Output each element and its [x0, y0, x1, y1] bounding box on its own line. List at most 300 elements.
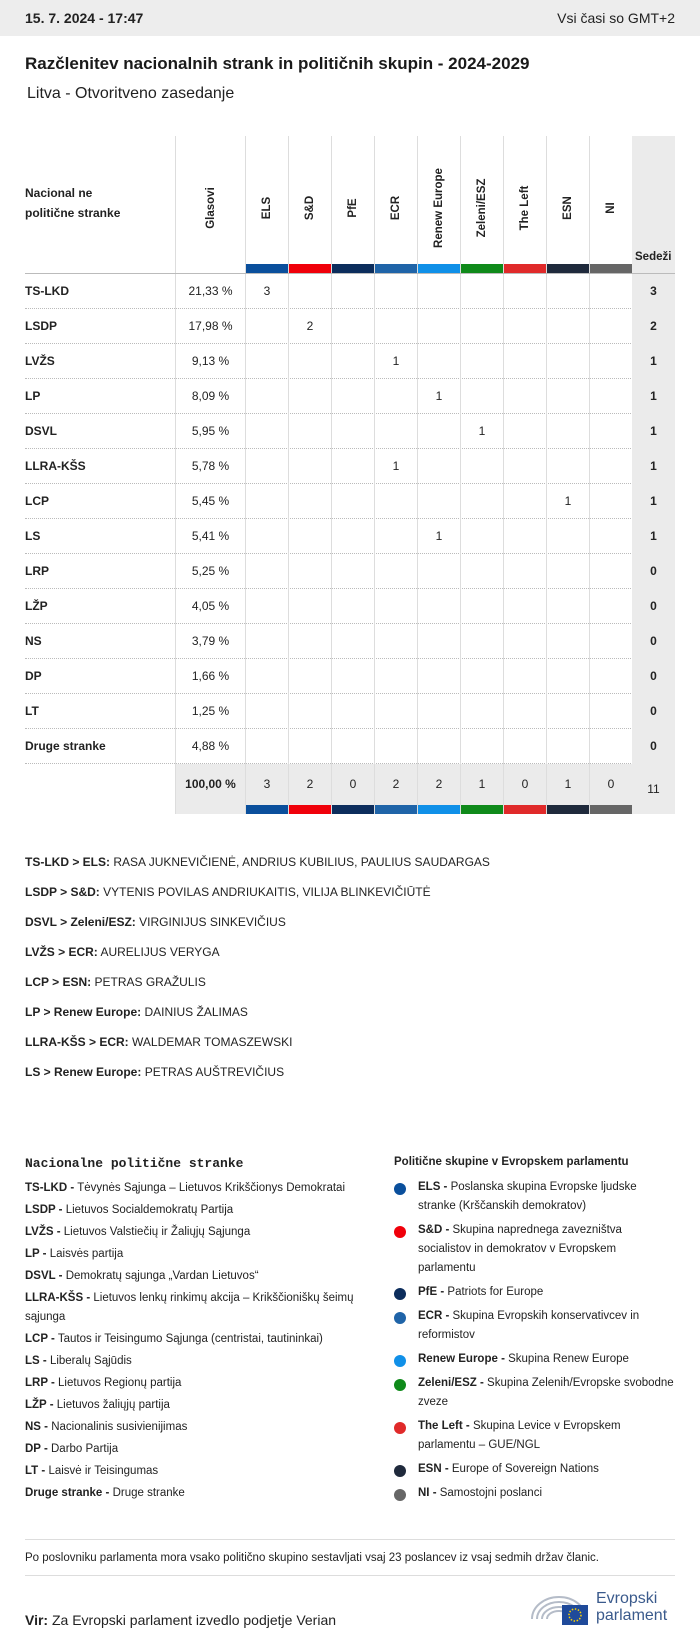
seat-cell [245, 379, 288, 414]
group-total: 2 [374, 764, 417, 814]
seat-cell [288, 414, 331, 449]
legend-party-abbr: NS - [25, 1421, 48, 1433]
group-color-dot-icon [394, 1379, 406, 1391]
legend-party-item [25, 1201, 375, 1220]
legend-party-item [25, 1418, 375, 1437]
page-title: Razčlenitev nacionalnih strank in političnih skupin - 2024-2029 [25, 54, 530, 73]
seat-cell [589, 449, 632, 484]
mep-party-group: LP > Renew Europe: [25, 1005, 142, 1019]
group-header-label: PfE [347, 198, 359, 218]
logo-line: Evropski [596, 1590, 658, 1607]
seat-cell [331, 729, 374, 764]
legend-party-item [25, 1462, 375, 1481]
legend-party-name: Lietuvos lenkų rinkimų akcija – Krikščioniškų šeimų sąjunga [25, 1292, 354, 1323]
seat-cell [460, 589, 503, 624]
seat-cell [503, 379, 546, 414]
mep-entry [25, 1065, 675, 1095]
seat-cell [503, 344, 546, 379]
seat-cell [589, 694, 632, 729]
mep-names: WALDEMAR TOMASZEWSKI [132, 1035, 293, 1049]
seat-cell [417, 414, 460, 449]
seat-cell [546, 729, 589, 764]
legend-party-name: Demokratų sąjunga „Vardan Lietuvos“ [65, 1270, 259, 1282]
legend-group-abbr: Renew Europe - [418, 1353, 505, 1365]
seat-cell [331, 344, 374, 379]
legend-party-abbr: LCP - [25, 1333, 55, 1345]
mep-party-group: LVŽS > ECR: [25, 945, 98, 959]
source-text: Za Evropski parlament izvedlo podjetje Verian [51, 1612, 337, 1628]
table-row [25, 694, 675, 729]
seat-cell [374, 484, 417, 519]
seat-cell [460, 694, 503, 729]
national-parties-legend-title: Nacionalne politične stranke [25, 1156, 244, 1171]
legend-party-name: Liberalų Sąjūdis [49, 1355, 132, 1367]
seat-cell [288, 554, 331, 589]
logo-line: parlament [596, 1607, 668, 1624]
seat-cell [374, 624, 417, 659]
seat-cell [331, 659, 374, 694]
seat-cell [503, 554, 546, 589]
seats-column-header [632, 136, 675, 273]
seat-cell [374, 659, 417, 694]
legend-party-item [25, 1267, 375, 1286]
group-color-bar [461, 805, 503, 814]
legend-party-abbr: LSDP - [25, 1204, 63, 1216]
seat-cell [417, 484, 460, 519]
legend-party-name: Lietuvos žaliųjų partija [56, 1399, 170, 1411]
table-row [25, 309, 675, 344]
party-name: TS-LKD [25, 284, 69, 298]
group-header-label: Zeleni/ESZ [476, 178, 488, 238]
seat-cell [546, 309, 589, 344]
seat-cell [546, 554, 589, 589]
legend-group-abbr: ELS - [418, 1181, 448, 1193]
vote-share: 4,05 % [175, 589, 245, 624]
vote-share: 21,33 % [175, 274, 245, 309]
seat-cell [589, 519, 632, 554]
group-total: 1 [460, 764, 503, 814]
legend-party-item [25, 1289, 375, 1327]
seat-cell [374, 694, 417, 729]
seat-cell [460, 309, 503, 344]
legend-party-abbr: LP - [25, 1248, 47, 1260]
seat-cell [331, 309, 374, 344]
votes-column-header [175, 136, 245, 273]
seat-cell [503, 624, 546, 659]
legend-group-abbr: NI - [418, 1487, 437, 1499]
party-name: DP [25, 669, 42, 683]
mep-names: VIRGINIJUS SINKEVIČIUS [139, 915, 286, 929]
seat-cell [288, 624, 331, 659]
mep-names: DAINIUS ŽALIMAS [144, 1005, 248, 1019]
seat-cell [288, 694, 331, 729]
group-color-bar [332, 805, 374, 814]
group-total: 1 [546, 764, 589, 814]
seat-cell [546, 519, 589, 554]
legend-group-name: Patriots for Europe [447, 1286, 544, 1298]
table-row [25, 659, 675, 694]
mep-names: RASA JUKNEVIČIENĖ, ANDRIUS KUBILIUS, PAULIUS SAUDARGAS [113, 855, 490, 869]
seat-cell [503, 274, 546, 309]
group-header-label: Renew Europe [433, 168, 445, 248]
legend-party-abbr: LVŽS - [25, 1226, 61, 1238]
group-color-bar [547, 805, 589, 814]
legend-group-item [394, 1221, 674, 1278]
group-column-header [245, 136, 288, 273]
seat-cell [546, 414, 589, 449]
seat-cell [331, 589, 374, 624]
legend-party-name: Druge stranke [112, 1487, 185, 1499]
seat-cell [546, 694, 589, 729]
seat-cell [460, 554, 503, 589]
votes-header-label: Glasovi [204, 187, 217, 229]
legend-party-name: Tėvynės Sąjunga – Lietuvos Krikščionys Demokratai [77, 1182, 346, 1194]
legend-group-name: Poslanska skupina Evropske ljudske stranke (Krščanskih demokratov) [418, 1181, 637, 1212]
seat-total: 0 [632, 729, 675, 764]
legend-party-abbr: LT - [25, 1465, 46, 1477]
seat-cell [331, 519, 374, 554]
seat-cell [589, 414, 632, 449]
seat-total: 0 [632, 624, 675, 659]
seat-cell [331, 624, 374, 659]
seat-total: 2 [632, 309, 675, 344]
seat-cell [245, 309, 288, 344]
seat-cell [245, 344, 288, 379]
legend-group-item [394, 1460, 674, 1479]
party-name: LŽP [25, 599, 48, 613]
table-row [25, 554, 675, 589]
table-row [25, 484, 675, 519]
group-color-dot-icon [394, 1465, 406, 1477]
group-color-bar [590, 805, 632, 814]
seat-cell: 1 [374, 344, 417, 379]
mep-party-group: LLRA-KŠS > ECR: [25, 1035, 129, 1049]
legend-party-item [25, 1179, 375, 1198]
legend-party-name: Lietuvos Regionų partija [58, 1377, 182, 1389]
group-column-header [417, 136, 460, 273]
mep-entry [25, 975, 675, 1005]
table-row [25, 729, 675, 764]
total-seats: 11 [632, 764, 675, 814]
seat-cell [245, 519, 288, 554]
group-color-bar [504, 264, 546, 273]
seat-cell [374, 589, 417, 624]
seat-cell [546, 379, 589, 414]
mep-names: PETRAS AUŠTREVIČIUS [144, 1065, 285, 1079]
seat-cell [546, 589, 589, 624]
legend-group-item [394, 1307, 674, 1345]
seat-cell [245, 694, 288, 729]
vote-share: 5,95 % [175, 414, 245, 449]
seat-cell [417, 449, 460, 484]
timezone-note: Vsi časi so GMT+2 [557, 10, 675, 26]
seat-cell [374, 379, 417, 414]
source-label: Vir: [25, 1612, 49, 1628]
group-total: 2 [417, 764, 460, 814]
logo-text [596, 1590, 667, 1624]
seat-cell [331, 554, 374, 589]
seat-cell [245, 449, 288, 484]
vote-share: 17,98 % [175, 309, 245, 344]
party-name: LT [25, 704, 39, 718]
total-votes: 100,00 % [175, 764, 245, 814]
legend-group-item [394, 1417, 674, 1455]
party-name: Druge stranke [25, 739, 106, 753]
mep-entry [25, 885, 675, 915]
seat-total: 1 [632, 519, 675, 554]
seat-cell [503, 519, 546, 554]
seat-cell [460, 484, 503, 519]
seat-cell [417, 624, 460, 659]
table-row [25, 449, 675, 484]
seat-cell [374, 309, 417, 344]
mep-party-group: LCP > ESN: [25, 975, 92, 989]
group-header-label: NI [605, 202, 617, 214]
seat-cell [460, 729, 503, 764]
seat-cell: 1 [546, 484, 589, 519]
vote-share: 1,66 % [175, 659, 245, 694]
vote-share: 5,78 % [175, 449, 245, 484]
group-column-header [374, 136, 417, 273]
seat-cell [288, 589, 331, 624]
divider [25, 1539, 675, 1540]
seat-cell [374, 729, 417, 764]
results-table [25, 136, 675, 814]
seat-total: 1 [632, 414, 675, 449]
legend-party-name: Darbo Partija [51, 1443, 119, 1455]
legend-party-item [25, 1245, 375, 1264]
party-name: DSVL [25, 424, 58, 438]
vote-share: 3,79 % [175, 624, 245, 659]
party-name: NS [25, 634, 42, 648]
seat-cell [589, 484, 632, 519]
group-color-bar [547, 264, 589, 273]
seat-cell [288, 729, 331, 764]
vote-share: 5,45 % [175, 484, 245, 519]
seat-cell [245, 484, 288, 519]
national-parties-legend [25, 1156, 375, 1506]
seat-cell [331, 484, 374, 519]
legend-party-abbr: Druge stranke - [25, 1487, 110, 1499]
group-column-header [546, 136, 589, 273]
party-column-header: Nacional ne politične stranke [25, 186, 121, 220]
seat-cell [546, 659, 589, 694]
vote-share: 5,41 % [175, 519, 245, 554]
party-name: LSDP [25, 319, 58, 333]
legend-party-item [25, 1374, 375, 1393]
seat-cell [460, 519, 503, 554]
ep-logo [528, 1587, 678, 1631]
seat-cell [245, 659, 288, 694]
legend-party-name: Laisvės partija [49, 1248, 124, 1260]
legend-party-item [25, 1396, 375, 1415]
group-column-header [331, 136, 374, 273]
group-color-dot-icon [394, 1489, 406, 1501]
seat-total: 0 [632, 659, 675, 694]
group-total: 3 [245, 764, 288, 814]
table-row [25, 519, 675, 554]
seat-cell [503, 659, 546, 694]
seat-cell [460, 344, 503, 379]
seat-cell [546, 344, 589, 379]
legend-party-item [25, 1223, 375, 1242]
legend-party-abbr: DSVL - [25, 1270, 63, 1282]
group-color-bar [246, 805, 288, 814]
group-header-label: ESN [562, 196, 574, 220]
seat-cell: 1 [460, 414, 503, 449]
seat-cell [417, 309, 460, 344]
top-bar [0, 0, 700, 36]
group-total: 0 [589, 764, 632, 814]
seat-cell [245, 624, 288, 659]
seat-cell [589, 624, 632, 659]
seat-cell [245, 554, 288, 589]
seat-cell [546, 624, 589, 659]
seats-header-label: Sedeži [635, 251, 672, 263]
seat-cell [288, 274, 331, 309]
mep-party-group: DSVL > Zeleni/ESZ: [25, 915, 136, 929]
legend-group-item [394, 1484, 674, 1503]
legend-party-item [25, 1484, 375, 1503]
mep-names: PETRAS GRAŽULIS [94, 975, 206, 989]
seat-cell [503, 694, 546, 729]
vote-share: 1,25 % [175, 694, 245, 729]
legend-party-abbr: DP - [25, 1443, 48, 1455]
group-header-label: ECR [390, 195, 402, 221]
seat-total: 1 [632, 379, 675, 414]
seat-cell: 1 [417, 519, 460, 554]
group-total: 2 [288, 764, 331, 814]
legend-party-item [25, 1440, 375, 1459]
legend-group-abbr: S&D - [418, 1224, 450, 1236]
legend-party-abbr: LRP - [25, 1377, 55, 1389]
mep-entry [25, 915, 675, 945]
party-name: LRP [25, 564, 49, 578]
legend-party-item [25, 1352, 375, 1371]
mep-list [25, 855, 675, 1095]
seat-cell [374, 274, 417, 309]
seat-cell [245, 414, 288, 449]
group-header-label: The Left [519, 185, 531, 231]
group-color-bar [375, 264, 417, 273]
seat-cell [331, 449, 374, 484]
seat-cell [288, 659, 331, 694]
seat-total: 1 [632, 484, 675, 519]
legend-group-name: Skupina Renew Europe [508, 1353, 629, 1365]
page-subtitle: Litva - Otvoritveno zasedanje [27, 85, 235, 102]
legend-party-item [25, 1330, 375, 1349]
legend-group-name: Skupina naprednega zavezništva socialistov in demokratov v Evropskem parlamentu [418, 1224, 622, 1274]
legend-party-name: Lietuvos Socialdemokratų Partija [65, 1204, 234, 1216]
legend-group-abbr: ESN - [418, 1463, 449, 1475]
seat-cell [589, 274, 632, 309]
seat-total: 0 [632, 554, 675, 589]
seat-cell [331, 414, 374, 449]
seat-cell [417, 554, 460, 589]
legend-group-abbr: Zeleni/ESZ - [418, 1377, 484, 1389]
seat-cell [503, 729, 546, 764]
political-groups-legend [394, 1156, 674, 1508]
mep-party-group: LSDP > S&D: [25, 885, 100, 899]
seat-cell [417, 274, 460, 309]
source-line [25, 1612, 336, 1628]
group-color-bar [504, 805, 546, 814]
mep-party-group: LS > Renew Europe: [25, 1065, 142, 1079]
datetime: 15. 7. 2024 - 17:47 [25, 10, 144, 26]
legend-group-name: Skupina Zelenih/Evropske svobodne zveze [418, 1377, 674, 1408]
mep-entry [25, 855, 675, 885]
group-color-dot-icon [394, 1355, 406, 1367]
vote-share: 5,25 % [175, 554, 245, 589]
seat-cell [374, 519, 417, 554]
table-body [25, 274, 675, 764]
vote-share: 8,09 % [175, 379, 245, 414]
seat-cell [460, 379, 503, 414]
seat-cell [417, 729, 460, 764]
group-header-label: S&D [304, 195, 316, 221]
group-column-header [589, 136, 632, 273]
legend-group-abbr: PfE - [418, 1286, 445, 1298]
group-color-bar [418, 264, 460, 273]
mep-entry [25, 945, 675, 975]
table-row [25, 274, 675, 309]
party-name: LCP [25, 494, 49, 508]
legend-party-abbr: TS-LKD - [25, 1182, 75, 1194]
group-total: 0 [331, 764, 374, 814]
footnote: Po poslovniku parlamenta mora vsako politično skupino sestavljati vsaj 23 poslancev iz vsaj sedmih držav članic. [25, 1552, 600, 1564]
mep-entry [25, 1035, 675, 1065]
legend-party-abbr: LŽP - [25, 1399, 54, 1411]
seat-cell: 1 [417, 379, 460, 414]
legend-group-name: Samostojni poslanci [439, 1487, 543, 1499]
group-column-header [503, 136, 546, 273]
seat-cell [245, 589, 288, 624]
seat-cell [417, 694, 460, 729]
party-name: LP [25, 389, 41, 403]
seat-cell [546, 449, 589, 484]
seat-cell [460, 274, 503, 309]
group-color-dot-icon [394, 1312, 406, 1324]
seat-cell [503, 449, 546, 484]
seat-cell [288, 449, 331, 484]
seat-cell [503, 414, 546, 449]
seat-cell [374, 554, 417, 589]
group-color-bar [590, 264, 632, 273]
mep-entry [25, 1005, 675, 1035]
group-color-bar [418, 805, 460, 814]
totals-row [25, 764, 675, 814]
divider [25, 1575, 675, 1576]
group-color-bar [332, 264, 374, 273]
seat-cell: 1 [374, 449, 417, 484]
group-header-label: ELS [261, 196, 273, 220]
legend-group-item [394, 1374, 674, 1412]
table-header [25, 136, 675, 274]
seat-cell [460, 449, 503, 484]
legend-group-name: Skupina Evropskih konservativcev in reformistov [418, 1310, 640, 1341]
vote-share: 9,13 % [175, 344, 245, 379]
legend-party-name: Laisvė ir Teisingumas [48, 1465, 159, 1477]
seat-cell [288, 484, 331, 519]
seat-cell [503, 309, 546, 344]
group-column-header [460, 136, 503, 273]
seat-cell [589, 729, 632, 764]
seat-cell [460, 659, 503, 694]
group-color-bar [461, 264, 503, 273]
legend-party-abbr: LS - [25, 1355, 47, 1367]
seat-cell [589, 379, 632, 414]
vote-share: 4,88 % [175, 729, 245, 764]
